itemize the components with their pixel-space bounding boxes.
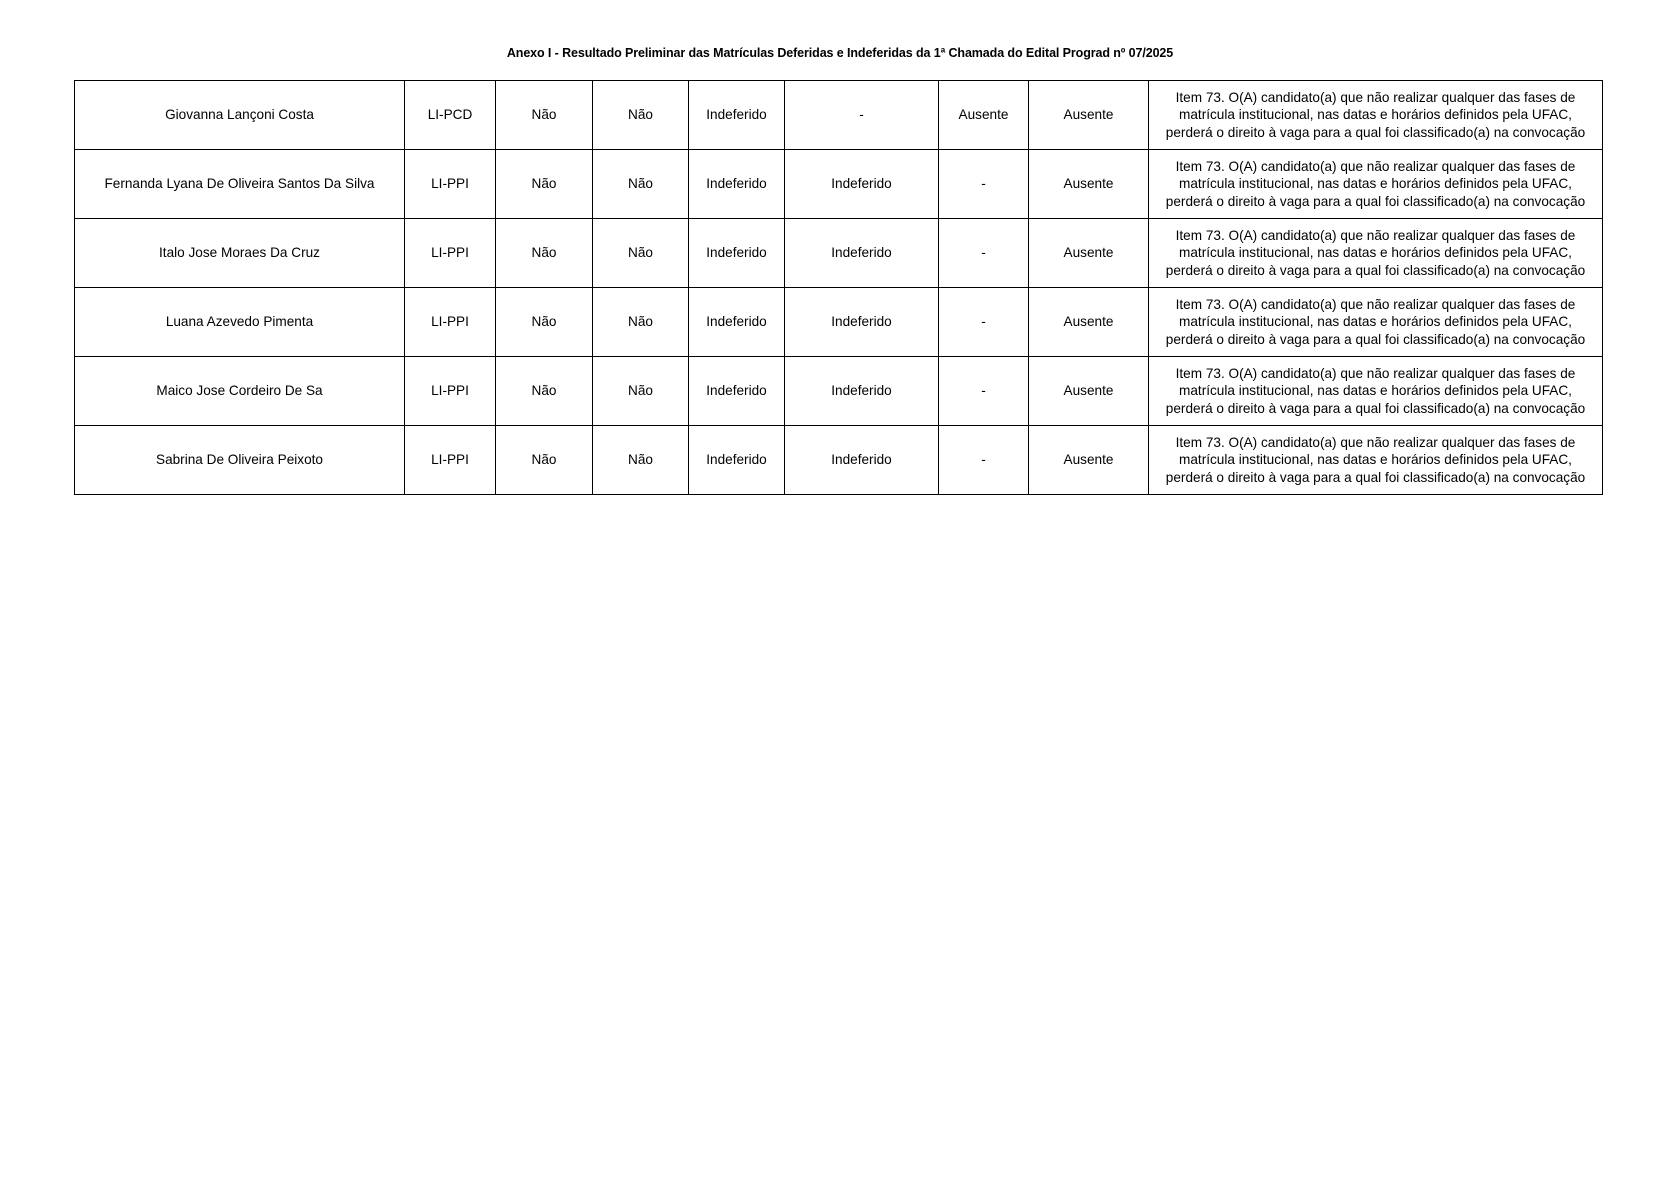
table-cell: Ausente	[1029, 288, 1149, 357]
table-cell: -	[785, 81, 939, 150]
candidate-name-cell: Giovanna Lançoni Costa	[75, 81, 405, 150]
modality-cell: LI-PPI	[405, 426, 496, 495]
table-cell: Não	[496, 426, 593, 495]
page-title: Anexo I - Resultado Preliminar das Matrículas Deferidas e Indeferidas da 1ª Chamada do Edital Prograd nº 07/2025	[506, 46, 1174, 60]
modality-cell: LI-PPI	[405, 150, 496, 219]
table-cell: Indeferido	[689, 150, 785, 219]
table-cell: Indeferido	[785, 426, 939, 495]
table-row	[75, 219, 1603, 288]
table-cell: Ausente	[1029, 150, 1149, 219]
table-cell: Não	[496, 150, 593, 219]
candidate-name-cell: Maico Jose Cordeiro De Sa	[75, 357, 405, 426]
table-row	[75, 150, 1603, 219]
table-cell: Não	[496, 357, 593, 426]
modality-cell: LI-PPI	[405, 219, 496, 288]
table-cell: -	[939, 150, 1029, 219]
note-cell: Item 73. O(A) candidato(a) que não realizar qualquer das fases de matrícula institucional, nas datas e horários definidos pela UFAC, perderá o direito à vaga para a qual foi classificado(a) na convocação	[1149, 150, 1603, 219]
note-cell: Item 73. O(A) candidato(a) que não realizar qualquer das fases de matrícula institucional, nas datas e horários definidos pela UFAC, perderá o direito à vaga para a qual foi classificado(a) na convocação	[1149, 426, 1603, 495]
table-cell: Não	[593, 357, 689, 426]
table-cell: Ausente	[1029, 81, 1149, 150]
table-cell: Indeferido	[689, 81, 785, 150]
table-cell: -	[939, 288, 1029, 357]
table-cell: Não	[496, 81, 593, 150]
note-cell: Item 73. O(A) candidato(a) que não realizar qualquer das fases de matrícula institucional, nas datas e horários definidos pela UFAC, perderá o direito à vaga para a qual foi classificado(a) na convocação	[1149, 357, 1603, 426]
note-cell: Item 73. O(A) candidato(a) que não realizar qualquer das fases de matrícula institucional, nas datas e horários definidos pela UFAC, perderá o direito à vaga para a qual foi classificado(a) na convocação	[1149, 219, 1603, 288]
table-cell: Não	[593, 288, 689, 357]
table-cell: Não	[593, 426, 689, 495]
table-cell: Indeferido	[689, 357, 785, 426]
table-cell: -	[939, 357, 1029, 426]
results-table	[74, 80, 1603, 495]
table-row	[75, 426, 1603, 495]
table-cell: Ausente	[1029, 357, 1149, 426]
modality-cell: LI-PPI	[405, 288, 496, 357]
table-cell: Indeferido	[689, 219, 785, 288]
table-cell: Indeferido	[785, 219, 939, 288]
candidate-name-cell: Fernanda Lyana De Oliveira Santos Da Silva	[75, 150, 405, 219]
table-row	[75, 357, 1603, 426]
table-cell: Não	[593, 150, 689, 219]
table-row	[75, 81, 1603, 150]
table-cell: Não	[593, 219, 689, 288]
candidate-name-cell: Luana Azevedo Pimenta	[75, 288, 405, 357]
table-cell: Ausente	[1029, 426, 1149, 495]
table-cell: Não	[496, 288, 593, 357]
table-cell: Não	[593, 81, 689, 150]
table-row	[75, 288, 1603, 357]
candidate-name-cell: Sabrina De Oliveira Peixoto	[75, 426, 405, 495]
table-cell: Ausente	[1029, 219, 1149, 288]
table-cell: Indeferido	[689, 426, 785, 495]
table-cell: Não	[496, 219, 593, 288]
table-cell: Ausente	[939, 81, 1029, 150]
candidate-name-cell: Italo Jose Moraes Da Cruz	[75, 219, 405, 288]
table-cell: Indeferido	[785, 150, 939, 219]
table-cell: -	[939, 219, 1029, 288]
note-cell: Item 73. O(A) candidato(a) que não realizar qualquer das fases de matrícula institucional, nas datas e horários definidos pela UFAC, perderá o direito à vaga para a qual foi classificado(a) na convocação	[1149, 81, 1603, 150]
modality-cell: LI-PCD	[405, 81, 496, 150]
table-cell: Indeferido	[785, 357, 939, 426]
table-cell: Indeferido	[689, 288, 785, 357]
note-cell: Item 73. O(A) candidato(a) que não realizar qualquer das fases de matrícula institucional, nas datas e horários definidos pela UFAC, perderá o direito à vaga para a qual foi classificado(a) na convocação	[1149, 288, 1603, 357]
table-cell: Indeferido	[785, 288, 939, 357]
table-cell: -	[939, 426, 1029, 495]
modality-cell: LI-PPI	[405, 357, 496, 426]
